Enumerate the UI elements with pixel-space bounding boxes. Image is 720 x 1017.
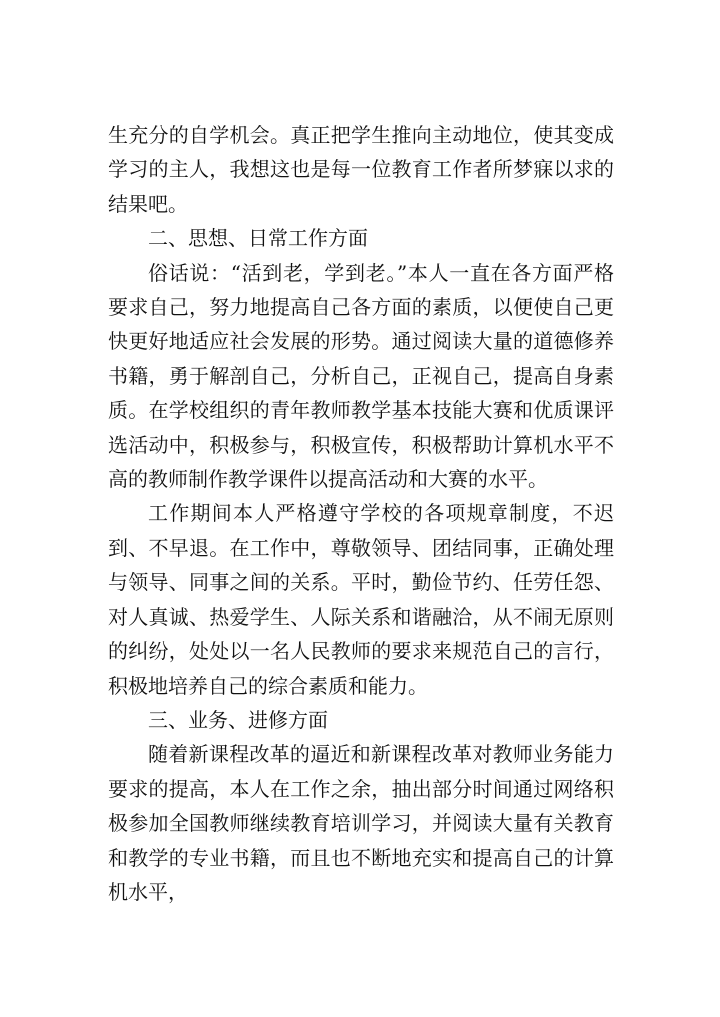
paragraph-continuing-education: 随着新课程改革的逼近和新课程改革对教师业务能力要求的提高，本人在工作之余，抽出部分时间通过网络积极参加全国教师继续教育培训学习，并阅读大量有关教育和教学的专业书籍，而且也不断地充实和提高自己的计算机水平， [108, 742, 614, 904]
document-body [108, 118, 614, 909]
section-heading-thought-daily-work: 二、思想、日常工作方面 [148, 226, 368, 251]
paragraph-self-improvement: 俗话说：“活到老，学到老。”本人一直在各方面严格要求自己，努力地提高自己各方面的素质，以便使自己更快更好地适应社会发展的形势。通过阅读大量的道德修养书籍，勇于解剖自己，分析自己，正视自己，提高自身素质。在学校组织的青年教师教学基本技能大赛和优质课评选活动中，积极参与，积极宣传，积极帮助计算机水平不高的教师制作教学课件以提高活动和大赛的水平。 [108, 260, 614, 492]
section-heading-business-training: 三、业务、进修方面 [148, 707, 328, 732]
paragraph-continuation: 生充分的自学机会。真正把学生推向主动地位，使其变成学习的主人，我想这也是每一位教育工作者所梦寐以求的结果吧。 [108, 123, 614, 216]
paragraph-work-discipline: 工作期间本人严格遵守学校的各项规章制度，不迟到、不早退。在工作中，尊敬领导、团结同事，正确处理与领导、同事之间的关系。平时，勤俭节约、任劳任怨、对人真诚、热爱学生、人际关系和谐融洽，从不闹无原则的纠纷，处处以一名人民教师的要求来规范自己的言行，积极地培养自己的综合素质和能力。 [108, 501, 614, 698]
